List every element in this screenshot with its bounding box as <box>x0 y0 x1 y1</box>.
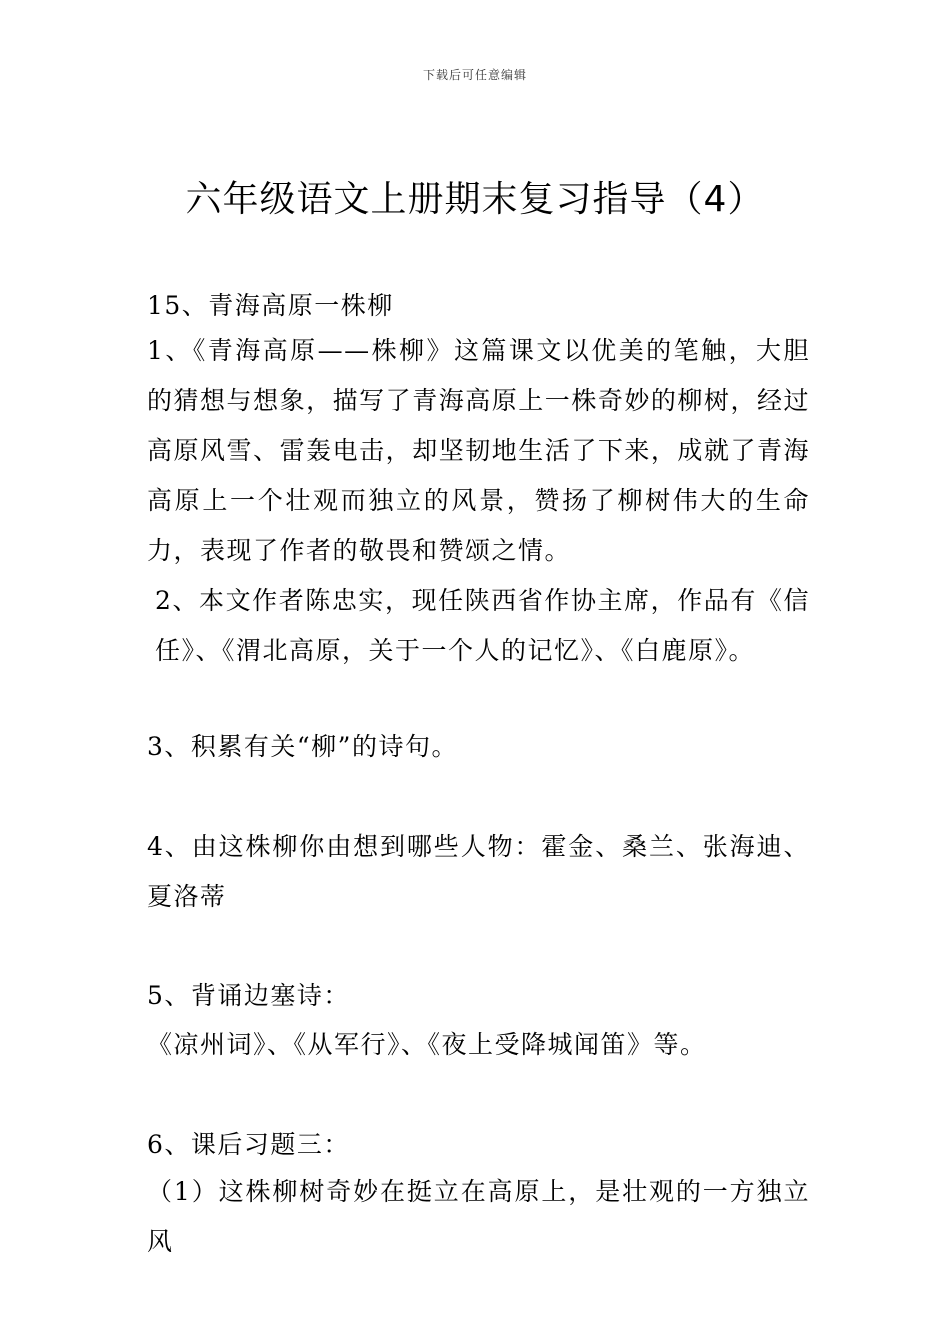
paragraph-4 <box>145 822 810 922</box>
paragraph-1 <box>145 326 810 576</box>
paragraph-text: 4、由这株柳你由想到哪些人物：霍金、桑兰、张海迪、夏洛蒂 <box>147 832 810 911</box>
paragraph-text: 《凉州词》、《从军行》、《夜上受降城闻笛》等。 <box>147 1030 707 1059</box>
paragraph-heading-15 <box>145 281 810 331</box>
paragraph-3 <box>145 722 810 772</box>
paragraph-6 <box>145 1120 810 1170</box>
paragraph-text: 5、背诵边塞诗： <box>147 981 350 1010</box>
paragraph-text: （1）这株柳树奇妙在挺立在高原上，是壮观的一方独立风 <box>147 1177 810 1256</box>
paragraph-text: 2、本文作者陈忠实，现任陕西省作协主席，作品有《信任》、《渭北高原，关于一个人的记忆》、《白鹿原》。 <box>155 586 810 665</box>
page-title: 六年级语文上册期末复习指导（4） <box>185 179 765 220</box>
paragraph-text: 6、课后习题三： <box>147 1130 350 1159</box>
paragraph-2 <box>145 576 810 676</box>
paragraph-text: 1、《青海高原——株柳》这篇课文以优美的笔触，大胆的猜想与想象，描写了青海高原上一株奇妙的柳树，经过高原风雪、雷轰电击，却坚韧地生活了下来，成就了青海高原上一个壮观而独立的风景，赞扬了柳树伟大的生命力，表现了作者的敬畏和赞颂之情。 <box>147 336 810 565</box>
paragraph-5 <box>145 971 810 1021</box>
header-note: 下载后可任意编辑 <box>422 68 527 82</box>
section-heading: 15、青海高原一株柳 <box>147 291 394 320</box>
paragraph-5-poems <box>145 1020 810 1070</box>
paragraph-6-answer <box>145 1167 810 1267</box>
paragraph-text: 3、积累有关“柳”的诗句。 <box>147 732 458 761</box>
